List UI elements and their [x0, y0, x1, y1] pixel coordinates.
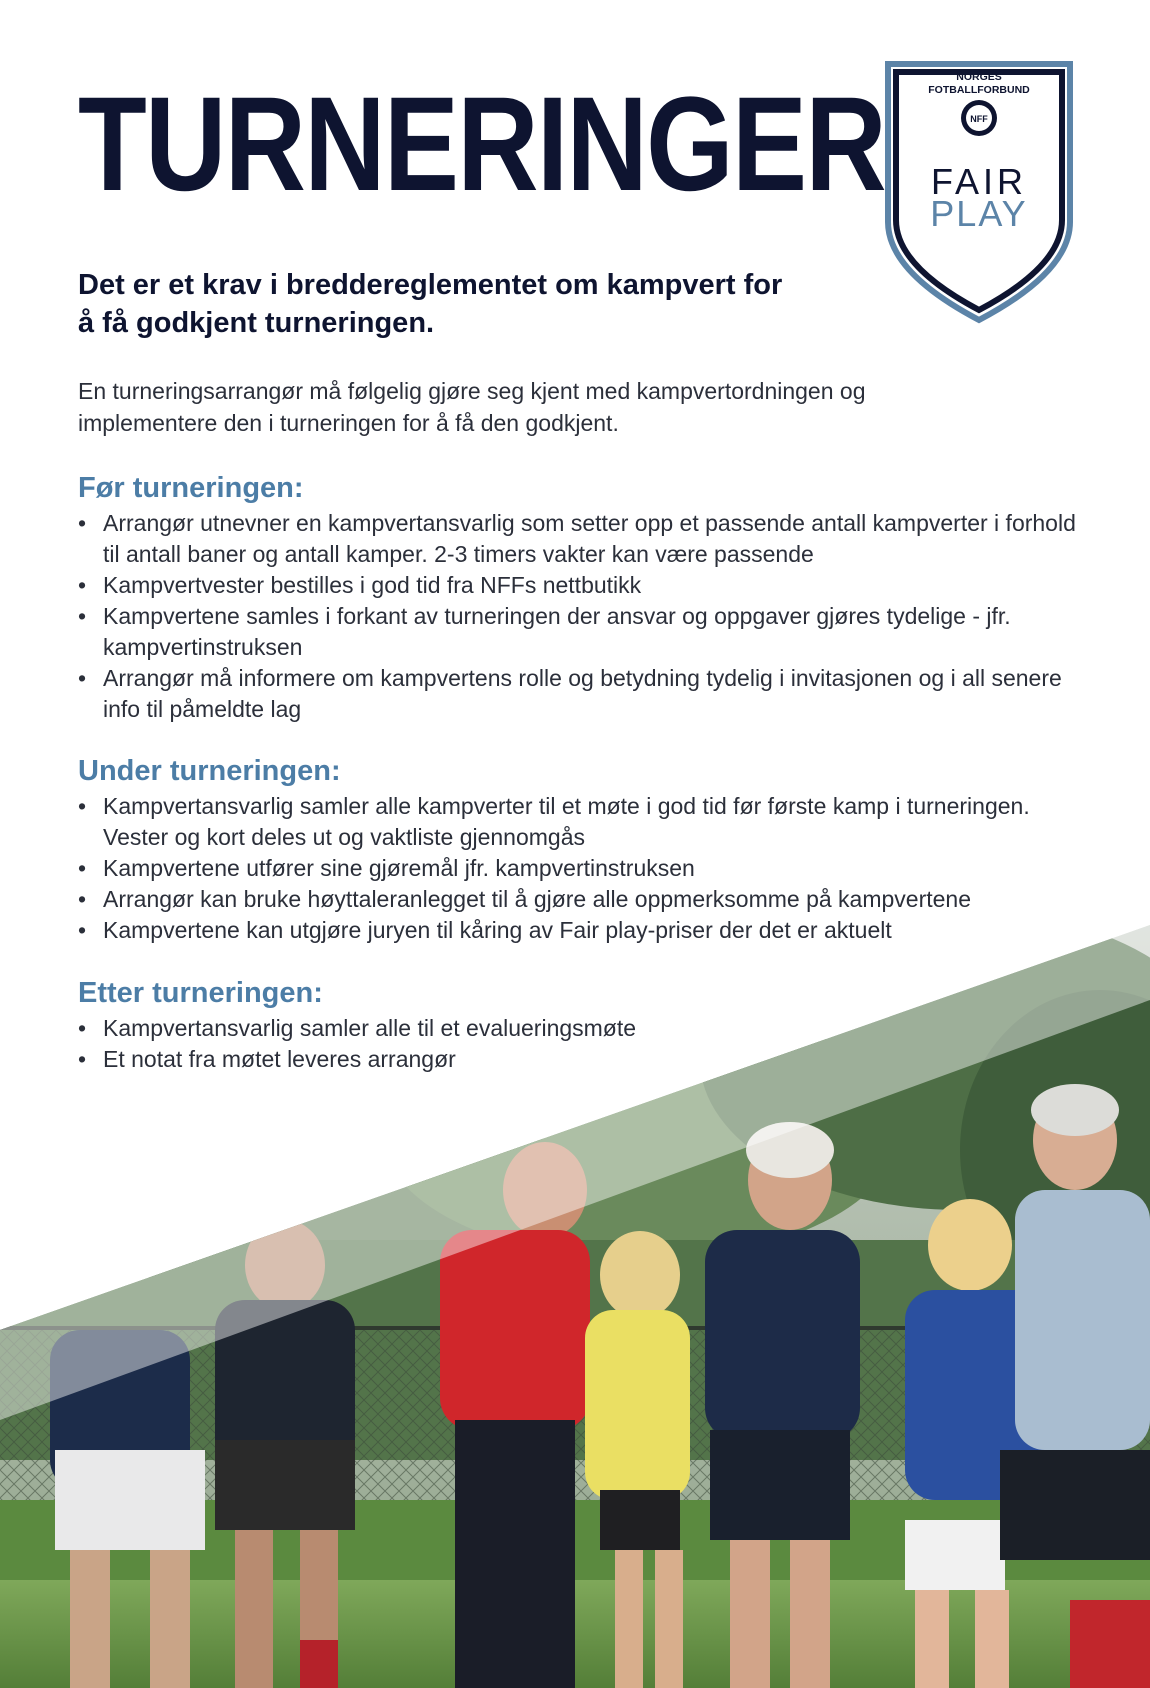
- list-item: • Arrangør må informere om kampvertens rolle og betydning tydelig i invitasjonen og i all senere info til påmeldte lag: [78, 663, 1078, 725]
- list-item: • Kampvertansvarlig samler alle til et evalueringsmøte: [78, 1013, 1078, 1044]
- bullet-list: [78, 508, 1078, 725]
- list-item: • Et notat fra møtet leveres arrangør: [78, 1044, 1078, 1075]
- list-item: • Kampvertene kan utgjøre juryen til kåring av Fair play-priser der det er aktuelt: [78, 915, 1078, 946]
- badge-word-fair: FAIR: [930, 161, 1028, 202]
- list-item: • Kampvertvester bestilles i god tid fra NFFs nettbutikk: [78, 570, 1078, 601]
- intro-paragraph: En turneringsarrangør må følgelig gjøre seg kjent med kampvertordningen og implementere den i turneringen for å få den godkjent.: [78, 378, 866, 436]
- badge-org-line1: NORGES: [956, 71, 1002, 83]
- fair-play-badge: [880, 52, 1078, 328]
- section-after-tournament: [78, 975, 1078, 1075]
- list-item: • Kampvertansvarlig samler alle kampverter til et møte i god tid før første kamp i turneringen. Vester og kort deles ut og vaktliste gjennomgås: [78, 791, 1078, 853]
- lead-statement: Det er et krav i breddereglementet om kampvert for å få godkjent turneringen.: [78, 269, 783, 339]
- section-during-tournament: [78, 753, 1078, 946]
- page-title: TURNERINGER: [78, 70, 885, 219]
- section-before-tournament: [78, 470, 1078, 725]
- section-heading: Under turneringen:: [78, 755, 341, 787]
- badge-emblem-text: NFF: [970, 114, 988, 124]
- section-heading: Før turneringen:: [78, 472, 304, 504]
- badge-word-play: PLAY: [930, 193, 1028, 234]
- list-item: • Kampvertene samles i forkant av turneringen der ansvar og oppgaver gjøres tydelige - jfr. kampvertinstruksen: [78, 601, 1078, 663]
- nff-emblem-icon: [961, 100, 997, 136]
- bullet-list: [78, 1013, 1078, 1075]
- bullet-list: [78, 791, 1078, 946]
- list-item: • Arrangør utnevner en kampvertansvarlig som setter opp et passende antall kampverter i forhold til antall baner og antall kamper. 2-3 timers vakter kan være passende: [78, 508, 1078, 570]
- section-heading: Etter turneringen:: [78, 977, 323, 1009]
- badge-org-line2: FOTBALLFORBUND: [928, 84, 1030, 96]
- list-item: • Kampvertene utfører sine gjøremål jfr. kampvertinstruksen: [78, 853, 1078, 884]
- list-item: • Arrangør kan bruke høyttaleranlegget til å gjøre alle oppmerksomme på kampvertene: [78, 884, 1078, 915]
